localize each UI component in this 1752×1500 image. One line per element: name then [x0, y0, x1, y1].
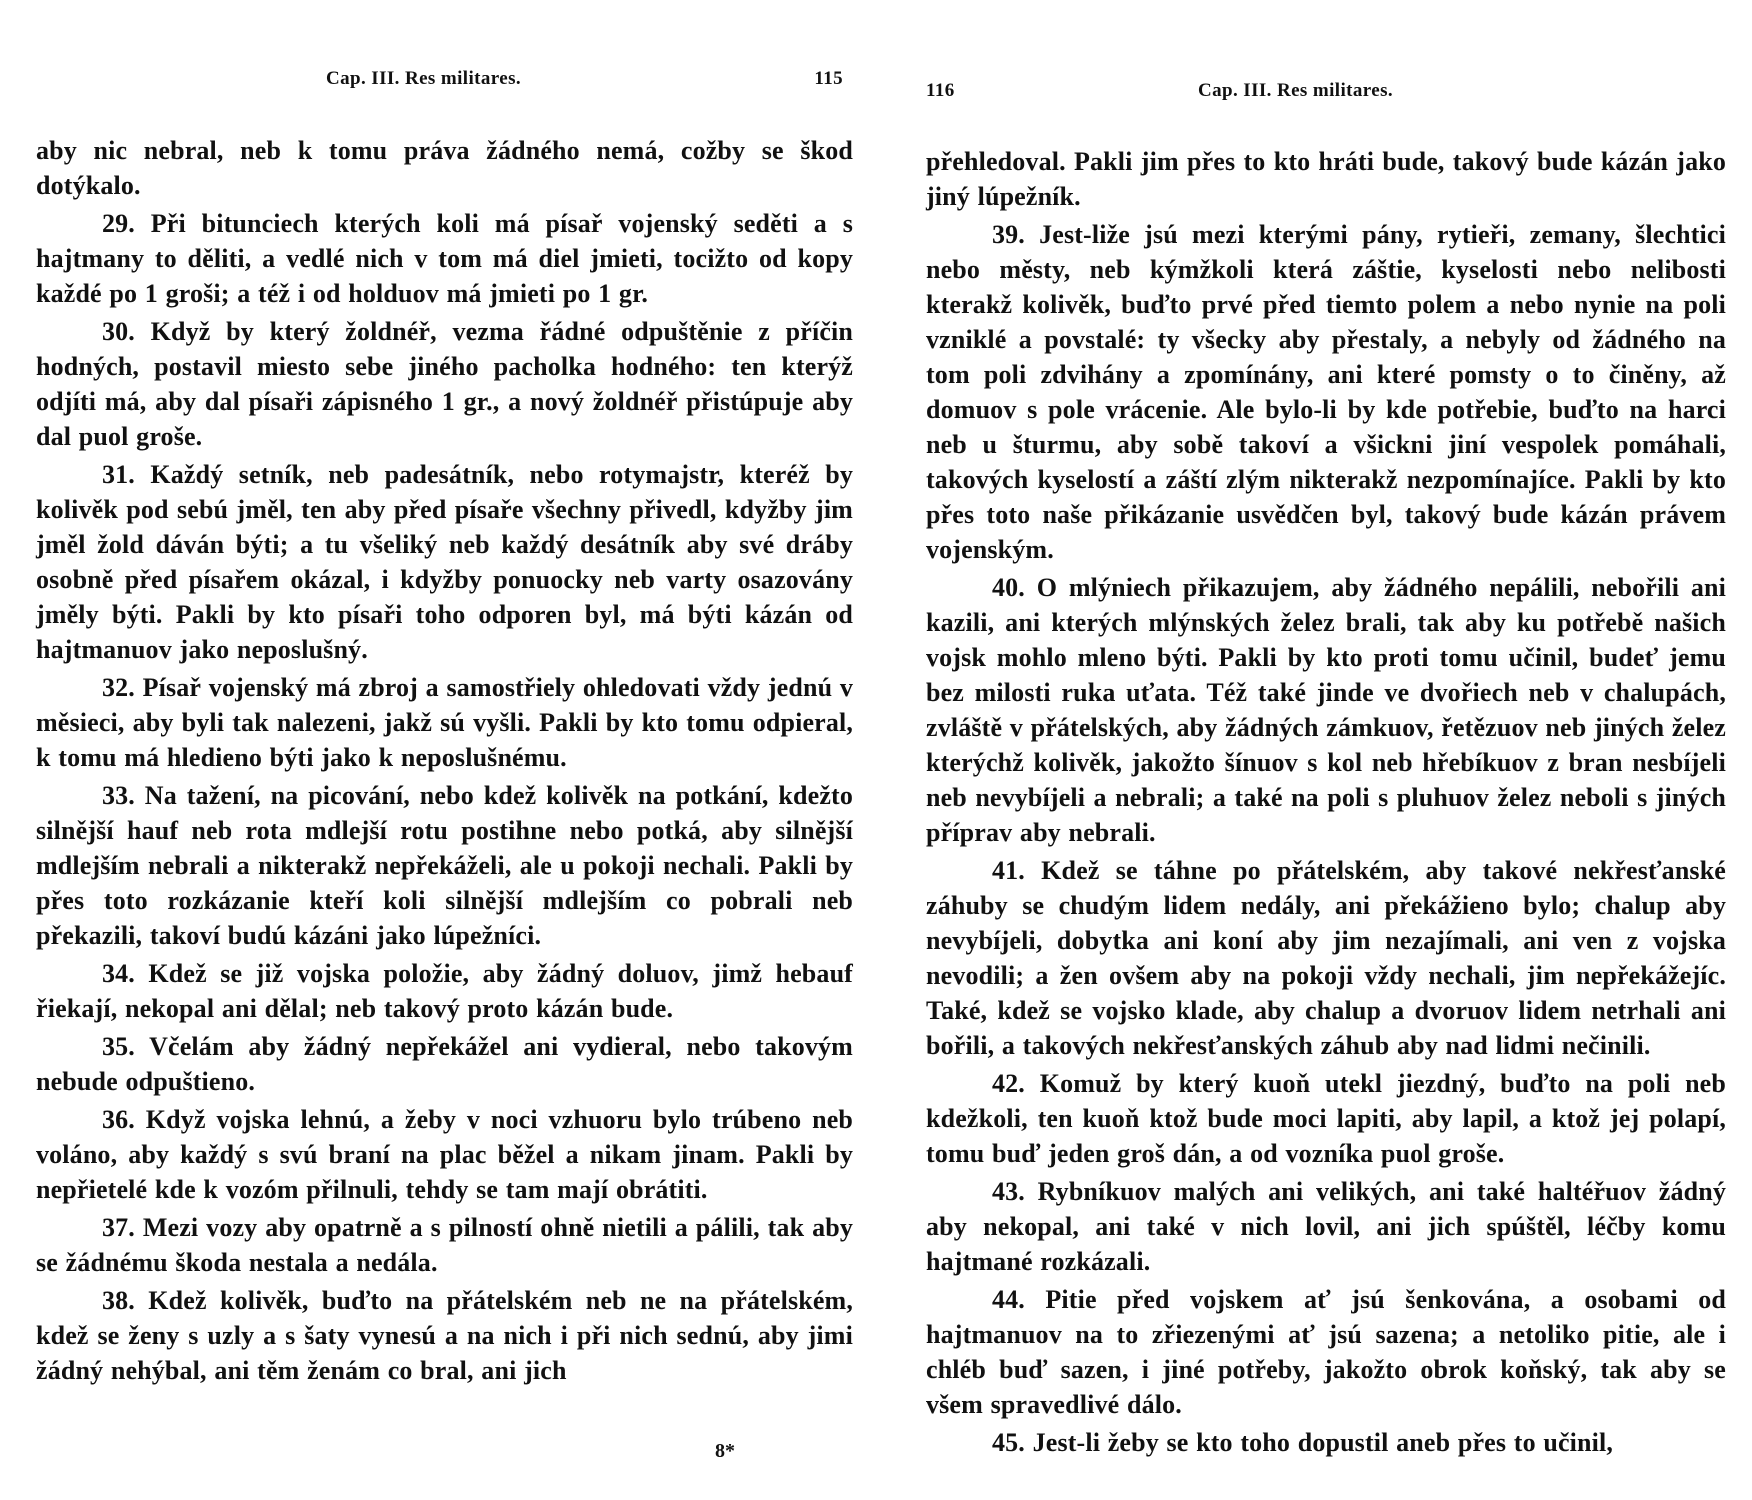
- paragraph: 39. Jest-liže jsú mezi kterými pány, rytieři, zemany, šlechtici nebo městy, neb kýmžkoli která záštie, kyselosti nebo nelibosti kterakž kolivěk, buďto prvé před tiemto polem a nebo nynie na poli vzniklé a povstalé: ty všecky aby přestaly, a nebyly od žádného na tom poli zdvihány a zpomínány, ani které pomsty o to činěny, až domuov s pole vrácenie. Ale bylo-li by kde potřebie, buďto na harci neb u šturmu, aby sobě takoví a všickni jiní vespolek pomáhali, takových kyselostí a záští zlým nikterakž nezpomínajíce. Pakli by kto přes toto naše přikázanie usvědčen byl, takový bude kázán právem vojenským.: [926, 220, 1726, 564]
- paragraph: 32. Písař vojenský má zbroj a samostřiely ohledovati vždy jednú v měsieci, aby byli tak nalezeni, jakž sú vyšli. Pakli by kto tomu odpieral, k tomu má hledieno býti jako k neposlušnému.: [36, 673, 853, 772]
- paragraph: 34. Kdež se již vojska položie, aby žádný doluov, jimž hebauf řiekají, nekopal ani dělal; neb takový proto kázán bude.: [36, 959, 853, 1023]
- paragraph: 29. Při bitunciech kterých koli má písař vojenský seděti a s hajtmany to děliti, a vedlé nich v tom má diel jmieti, tocižto od kopy každé po 1 groši; a též i od holduov má jmieti po 1 gr.: [36, 209, 853, 308]
- running-header: [926, 80, 1726, 120]
- page-body: [36, 133, 853, 1391]
- page-number: 115: [814, 68, 843, 89]
- paragraph: přehledoval. Pakli jim přes to kto hráti bude, takový bude kázán jako jiný lúpežník.: [926, 147, 1726, 211]
- page-number: 116: [926, 80, 955, 101]
- paragraph: 40. O mlýniech přikazujem, aby žádného nepálili, nebořili ani kazili, ani kterých mlýnských želez brali, tak aby ku potřebě našich vojsk mohlo mleno býti. Pakli by kto proti tomu učinil, budeť jemu bez milosti ruka uťata. Též také jinde ve dvořiech neb v chalupách, zvláště v přátelských, aby žádných zámkuov, řetězuov neb jiných želez kterýchž kolivěk, jakožto šínuov s kol neb hřebíkuov z bran nesbíjeli neb nevybíjeli a nebrali; a také na poli s pluhuov želez neboli s jiných příprav aby nebrali.: [926, 573, 1726, 847]
- paragraph: 45. Jest-li žeby se kto toho dopustil aneb přes to učinil,: [992, 1428, 1614, 1457]
- signature-mark: 8*: [715, 1440, 735, 1462]
- paragraph: 33. Na tažení, na picování, nebo kdež kolivěk na potkání, kdežto silnější hauf neb rota mdlejší rotu postihne nebo potká, aby silnější mdlejším nebrali a nikterakž nepřekáželi, ale u pokoji nechali. Pakli by přes toto rozkázanie kteří koli silnější mdlejším co pobrali neb překazili, takoví budú kázáni jako lúpežníci.: [36, 781, 853, 950]
- paragraph: aby nic nebral, neb k tomu práva žádného nemá, cožby se škod dotýkalo.: [36, 136, 853, 200]
- paragraph: 30. Když by který žoldnéř, vezma řádné odpuštěnie z příčin hodných, postavil miesto sebe jiného pacholka hodného: ten kterýž odjíti má, aby dal písaři zápisného 1 gr., a nový žoldnéř přistúpuje aby dal puol groše.: [36, 317, 853, 451]
- paragraph: 41. Kdež se táhne po přátelském, aby takové nekřesťanské záhuby se chudým lidem nedály, ani překážieno bylo; chalup aby nevybíjeli, dobytka ani koní aby jim nezajímali, ani ven z vojska nevodili; a žen ovšem aby na pokoji vždy nechali, jim nepřekážejíc. Také, kdež se vojsko klade, aby chalup a dvoruov lidem netrhali ani bořili, a takových nekřesťanských záhub aby nad lidmi nečinili.: [926, 856, 1726, 1060]
- paragraph: 35. Včelám aby žádný nepřekážel ani vydieral, nebo takovým nebude odpuštieno.: [36, 1032, 853, 1096]
- running-head-title: Cap. III. Res militares.: [326, 68, 522, 89]
- paragraph: 42. Komuž by který kuoň utekl jiezdný, buďto na poli neb kdežkoli, ten kuoň ktož bude moci lapiti, aby lapil, a ktož jej polapí, tomu buď jeden groš dán, a od vozníka puol groše.: [926, 1069, 1726, 1168]
- running-head-title: Cap. III. Res militares.: [1198, 80, 1394, 101]
- paragraph: 44. Pitie před vojskem ať jsú šenkována, a osobami od hajtmanuov na to zřiezenými ať jsú sazena; a netoliko pitie, ale i chléb buď sazen, i jiné potřeby, jakožto obrok koňský, tak aby se všem spravedlivé dálo.: [926, 1285, 1726, 1419]
- paragraph: 37. Mezi vozy aby opatrně a s pilností ohně nietili a pálili, tak aby se žádnému škoda nestala a nedála.: [36, 1213, 853, 1277]
- paragraph: 36. Když vojska lehnú, a žeby v noci vzhuoru bylo trúbeno neb voláno, aby každý s svú braní na plac běžel a nikam jinam. Pakli by nepřietelé kde k vozóm přilnuli, tehdy se tam mají obrátiti.: [36, 1105, 853, 1204]
- paragraph: 31. Každý setník, neb padesátník, nebo rotymajstr, kteréž by kolivěk pod sebú jměl, ten aby před písaře všechny přivedl, kdyžby jim jměl žold dáván býti; a tu všeliký neb každý desátník aby své dráby osobně před písařem okázal, i kdyžby ponuocky neb varty osazovány jměly býti. Pakli by kto písaři toho odporen byl, má býti kázán od hajtmanuov jako neposlušný.: [36, 460, 853, 664]
- paragraph: 43. Rybníkuov malých ani velikých, ani také haltéřuov žádný aby nekopal, ani také v nich lovil, ani jich spúštěl, léčby komu hajtmané rozkázali.: [926, 1177, 1726, 1276]
- paragraph: 38. Kdež kolivěk, buďto na přátelském neb ne na přátelském, kdež se ženy s uzly a s šaty vynesú a na nich i při nich sednú, aby jimi žádný nehýbal, ani těm ženám co bral, ani jich: [36, 1286, 853, 1385]
- page-body: [926, 144, 1726, 1463]
- running-header: [36, 68, 853, 108]
